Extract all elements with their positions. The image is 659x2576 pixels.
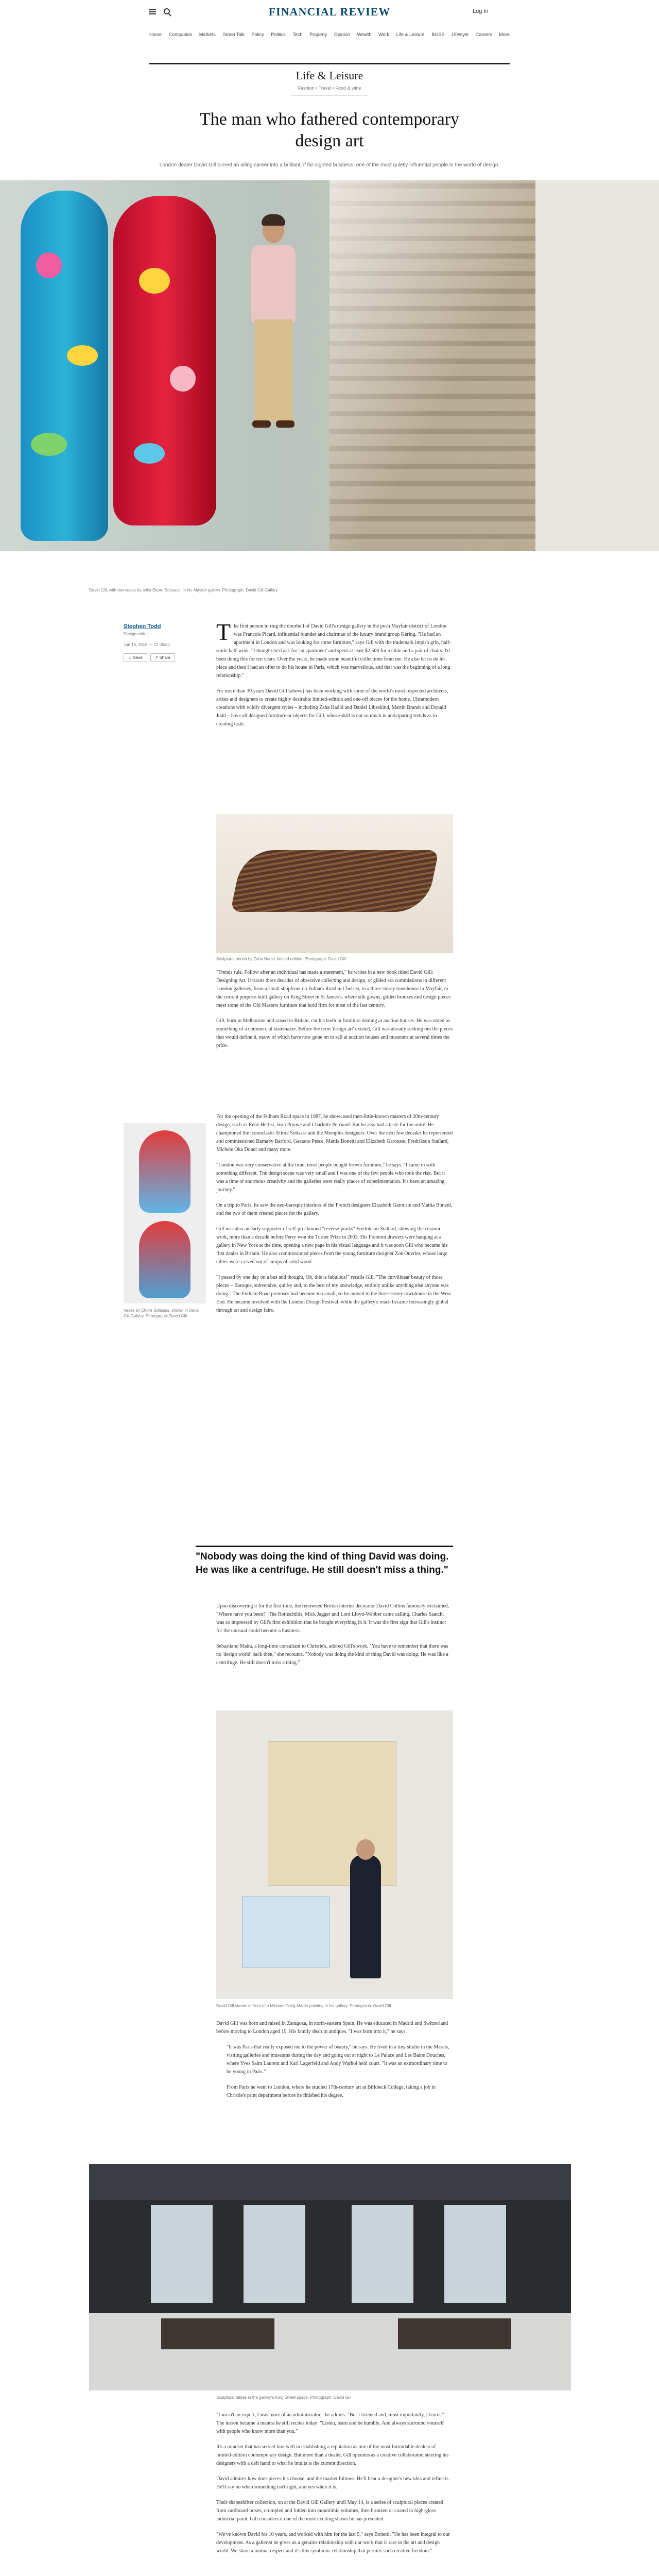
nav-item[interactable]: Markets xyxy=(199,31,216,37)
standfirst: London dealer David Gill turned an ailing career into a brilliant, if far-sighted business, one of the most quietly influential people in the world of design. xyxy=(159,162,500,168)
paragraph: From Paris he went to London, where he studied 17th-century art at Birkbeck College, taking a job in Christie's print department before he finished his degree. xyxy=(227,2084,436,2098)
article-body-4 xyxy=(216,1602,453,1674)
image-caption: David Gill stands in front of a Michael Craig-Martin painting in his gallery. Photograph: David Gill xyxy=(216,2004,391,2008)
nav-item[interactable]: Politics xyxy=(271,31,286,37)
image-caption: Sculptural tables in the gallery's King Street space. Photograph: David Gill xyxy=(216,2395,352,2400)
drop-cap: T xyxy=(216,619,231,645)
wall xyxy=(535,180,659,551)
nav-item[interactable]: Wealth xyxy=(357,31,372,37)
article-body-5 xyxy=(216,2020,453,2107)
paragraph: "Trends rule. Follow after an individual has made a statement," he writes in a new book titled David Gill: Designing Art. It traces three decades of obsessive collecting and design, of gilded era commissions in different London galleries, from a small shopfront on Fulham Road in Chelsea, to a three-storey townhouse in Mayfair, to the current purpose-built gallery on King Street in St James's, where silk gowns, gilded bronzes and design pieces meet some of the Old Masters furniture that hold firm for most of the last century. xyxy=(216,970,451,1008)
article-body-3 xyxy=(216,1113,453,1322)
paragraph: For the opening of the Fulham Road space in 1987, he showcased then-little-known masters of 20th-century design, such as René Herbst, Jean Prouvé and Charlotte Perriand. But he also had a taste for the outré. He championed the iconoclastic Ettore Sottsass and the Memphis designers. Over the next few decades he represented and commissioned Barnaby Barford, Gaetano Pesce, Mattia Bonetti and Elizabeth Garouste, Fredrikson Stallard, Michele Oka Doner and many more. xyxy=(216,1114,453,1153)
nav-item[interactable]: Opinion xyxy=(334,31,350,37)
nav-item[interactable]: Street Talk xyxy=(222,31,245,37)
paragraph: "It was Paris that really exposed me to the power of beauty," he says. He lived in a tiny studio in the Marais, visiting galleries and museums during the day and going out at night to Le Palace and Les Bains Douches, where Yves Saint Laurent and Karl Lagerfeld and Andy Warhol held court. "It was an extraordinary time to be young in Paris." xyxy=(227,2044,449,2075)
nav-item[interactable]: Life & Leisure xyxy=(396,31,425,37)
section-subnav[interactable]: Fashion • Travel • Food & wine xyxy=(298,86,361,91)
vases-image xyxy=(124,1123,206,1303)
wood-bench xyxy=(230,850,439,912)
author-role: Design editor xyxy=(124,632,148,636)
paragraph: David admires how does pieces his choose, and the market follows. He'll hear a designer's new idea and refine it. He'll say no when something isn't right, and yes when it is. xyxy=(216,2476,449,2490)
paragraph: "London was very conservative at the time, most people bought brown furniture," he says. "I came in with something different. The design scene was very small and I was one of the few people who took the risk. But it was a time of enormous creativity and the galleries were really places of experimentation. It's been an amazing journey." xyxy=(216,1162,445,1193)
article-body-2 xyxy=(216,969,453,1057)
paragraph: Gill was also an early supporter of self-proclaimed "reverse-punks" Fredrikson Stallard, showing the ceramic work, more than a decade before Perry won the Turner Prize in 2003. His Fremont drawers were hanging at a gallery in New York at the time, opening a new page in his visual language and it was soon Gill who became his first dealer in Britain. He also commissioned pieces from the young furniture designer Zoe Ouvrier, whose large tables were carved out of lumps of solid wood. xyxy=(216,1226,448,1265)
gallery-interior-image xyxy=(89,2164,571,2391)
masthead-logo[interactable]: FINANCIAL REVIEW xyxy=(268,5,391,18)
window xyxy=(352,2205,413,2303)
nav-item[interactable]: More xyxy=(499,31,510,37)
ceiling xyxy=(89,2164,571,2200)
glass-table xyxy=(242,1896,330,1968)
login-link[interactable]: Log In xyxy=(473,8,489,14)
nav-item[interactable]: Careers xyxy=(475,31,492,37)
header-spacer xyxy=(0,42,659,69)
paragraph: It's a mindset that has served him well in establishing a reputation as one of the most formidable dealers of limited-edition contemporary design. But more than a dealer, Gill operates as a creative collaborator, steering his designers with a deft hand to what he intuits is the current direction. xyxy=(216,2444,449,2466)
bench-image xyxy=(216,814,453,953)
section-title[interactable]: Life & Leisure xyxy=(296,69,363,82)
window xyxy=(151,2205,213,2303)
author-link[interactable]: Stephen Todd xyxy=(124,623,161,630)
main-nav xyxy=(149,27,510,42)
paragraph: "We've known David for 10 years, and worked with him for the last 5," says Bonetti. "He has been integral to our development. As a gallerist he gives us a genuine relationship with our work that is rare in the art and design world. We share a mutual respect and it's this symbiotic relationship that permits such creative freedom." xyxy=(216,2532,450,2554)
sculpture-table xyxy=(398,2318,511,2349)
paragraph: Gill, born in Melbourne and raised in Britain, cut his teeth in furniture dealing at auction houses. He was noted as something of a commercial tastemaker. Before the term 'design art' existed, Gill was already seeking out the pieces that would define it, many of which have now gone on to sell at auction houses and museums at several times the price. xyxy=(216,1018,453,1048)
blue-vase xyxy=(21,191,108,541)
top-bar xyxy=(0,0,659,27)
nav-item[interactable]: Home xyxy=(149,31,162,37)
painting-image xyxy=(216,1710,453,1999)
paragraph: "I wasn't an expert, I was more of an administrator," he admits. "But I listened and, most importantly, I learnt." The lesson became a mantra he still recites today: "Listen, learn and be humble. And always surround yourself with people who know more than you." xyxy=(216,2412,444,2434)
share-button[interactable]: ↗ Share xyxy=(150,653,175,662)
article-body-6 xyxy=(216,2411,453,2563)
nav-item[interactable]: BOSS xyxy=(431,31,445,37)
publish-date: Jun 10, 2016 — 12.00am xyxy=(124,642,170,647)
header-rule xyxy=(149,63,510,64)
share-label: Share xyxy=(159,655,170,660)
paragraph: Sebastiano Matta, a long-time consultant to Christie's, adored Gill's work. "You have to remember that there was no 'design world' back then," she recounts. "Nobody was doing the kind of thing David was doing. He was like a centrifuge. He still doesn't miss a thing." xyxy=(216,1643,448,1666)
paragraph: David Gill was born and raised in Zaragoza, in north-eastern Spain. He was educated in Madrid and Switzerland before moving to London aged 19. His family dealt in antiques. "I was born into it," he says. xyxy=(216,2021,448,2035)
nav-item[interactable]: Policy xyxy=(251,31,264,37)
nav-item[interactable]: Tech xyxy=(292,31,303,37)
image-caption: Vases by Ettore Sottsass, shown in David Gill Gallery. Photograph: David Gill xyxy=(124,1308,200,1318)
sculpture-table xyxy=(161,2318,274,2349)
nav-item[interactable]: Work xyxy=(378,31,389,37)
nav-item[interactable]: Companies xyxy=(168,31,193,37)
article-headline: The man who fathered contemporary design art xyxy=(199,110,460,150)
paragraph: "I passed by one day on a bus and thought, Oh, this is fabulous!" recalls Gill. "The curvilinear beauty of those pieces – Baroque, subversive, quirky and, to the best of my knowledge, entirely unlike anything else anyone was doing." The Fulham Road premises had become too small, so he moved to the three-storey townhouse in the West End. He became involved with the London Design Festival, while the gallery's reach became increasingly global through art and design fairs. xyxy=(216,1275,451,1313)
save-label: Save xyxy=(133,655,143,660)
man-figure xyxy=(350,1855,381,1978)
nav-item[interactable]: Property xyxy=(309,31,327,37)
save-button[interactable]: ☆ Save xyxy=(124,653,147,662)
byline xyxy=(124,623,196,662)
pull-quote-text: "Nobody was doing the kind of thing David was doing. He was like a centrifuge. He still doesn't miss a thing." xyxy=(196,1546,453,1577)
david-gill-figure xyxy=(242,216,304,433)
paragraph: Upon discovering it for the first time, the renowned British interior decorator David Collins famously exclaimed, "Where have you been?" The Rothschilds, Mick Jagger and Lord Lloyd-Webber came calling. Charles Saatchi was so impressed by Gill's first exhibition that he bought everything in it. It was the first sign that Gill's instinct for the unusual could become a business. xyxy=(216,1603,449,1634)
nav-item[interactable]: Lifestyle xyxy=(452,31,469,37)
paragraph: For more than 30 years David Gill (above) has been working with some of the world's most respected architects, artists and designers to create highly desirable limited-edition and one-off pieces for the home. Ultramodern creations with wildly divergent styles – including Zaha Hadid and Daniel Libeskind, Martin Brandt and Donald Judd – have all designed furniture or objects for Gill, whose skill is not so much in anticipating trends as in creating taste. xyxy=(216,688,448,727)
paragraph: Their shapeshifter collection, on at the David Gill Gallery until May 14, is a series of sculptural pieces created from cardboard boxes, crumpled and folded into monolithic volumes, then bronzed or coated in high-gloss industrial paint. Gill considers it one of the most exciting shows he has presented. xyxy=(216,2500,443,2522)
vase-top xyxy=(139,1130,190,1213)
paragraph: The first person to ring the doorbell of David Gill's design gallery in the posh Mayfair district of London was François Picard, influential founder and chairman of the luxury brand group Kering. "He had an apartment in London and was looking for some furniture," says Gill with the trademark impish grin, half-smile half-wink. "I thought he'd ask for 'an apartment' and spent at least $2,500 for a table and a pair of chairs. I'd been doing this for ten years. Over the years, he made some beautiful collections from me. He also let us do his place and then I had an offer to do his house in Paris, which was marvellous, and that was the beginning of a long relationship." xyxy=(216,619,451,679)
red-vase xyxy=(113,196,216,526)
vase-bottom xyxy=(139,1221,190,1298)
window xyxy=(444,2205,506,2303)
man-head xyxy=(356,1839,375,1860)
image-caption: Sculptural bench by Zaha Hadid, limited edition. Photograph: David Gill xyxy=(216,957,346,961)
pull-quote xyxy=(196,1546,453,1577)
article-body-1 xyxy=(216,619,453,736)
hero-image xyxy=(0,180,659,551)
paragraph: On a trip to Paris, he saw the neo-baroque interiors of the French designers Elizabeth Garouste and Mattia Bonetti, and the two of them created pieces for the gallery. xyxy=(216,1202,453,1216)
window xyxy=(244,2205,305,2303)
hero-caption: David Gill, with two vases by artist Ettore Sottsass, in his Mayfair gallery. Photograph: David Gill Gallery xyxy=(89,588,278,592)
